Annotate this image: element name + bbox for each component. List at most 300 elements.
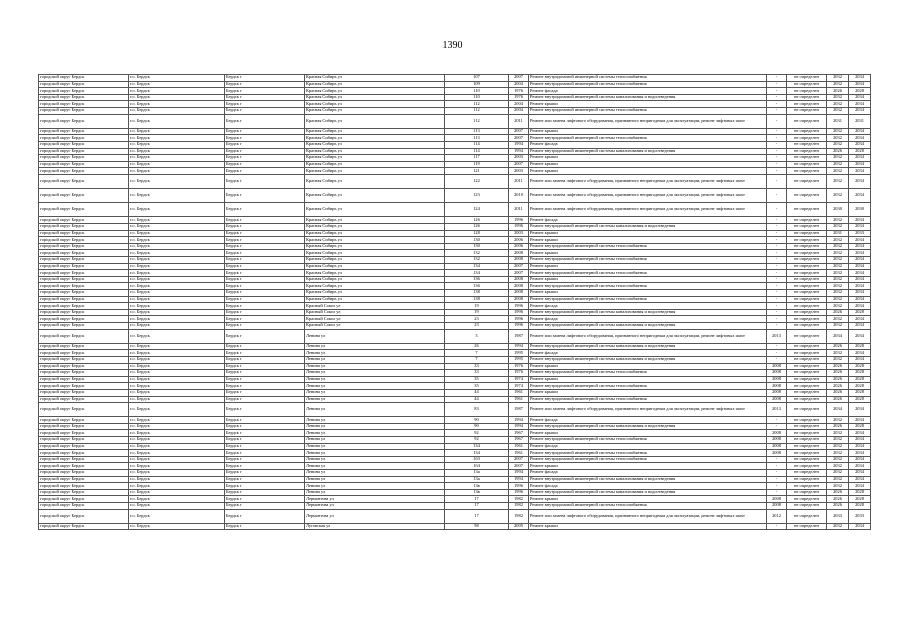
locality-cell: Бердск г [225,107,305,114]
locality-cell: Бердск г [225,430,305,437]
street-cell: Красный Сокол ул [305,322,445,329]
period-start-cell: 2034 [827,403,849,417]
last-repair-year-cell: 2008 [767,430,787,437]
planned-status-cell: не определен [787,350,827,357]
work-type-cell: Ремонт или замена лифтового оборудования, признанного непригодным для эксплуатации, ремонт лифтовых шахт [529,189,767,203]
planned-status-cell: не определен [787,237,827,244]
settlement-cell: г.о. Бердск [129,128,225,135]
house-number-cell: 98 [445,523,509,530]
house-number-cell: 7 [445,356,509,363]
table-row [39,75,871,82]
house-number-cell: 121 [445,168,509,175]
period-start-cell: 2032 [827,450,849,457]
street-cell: Ленина ул [305,463,445,470]
locality-cell: Бердск г [225,114,305,128]
planned-status-cell: не определен [787,509,827,523]
street-cell: Ленина ул [305,489,445,496]
locality-cell: Бердск г [225,523,305,530]
last-repair-year-cell: - [767,523,787,530]
work-type-cell: Ремонт крыши [529,250,767,257]
year-built-cell: 1976 [509,363,529,370]
planned-status-cell: не определен [787,189,827,203]
settlement-cell: г.о. Бердск [129,155,225,162]
locality-cell: Бердск г [225,94,305,101]
house-number-cell: 134 [445,450,509,457]
work-type-cell: Ремонт крыши [529,389,767,396]
year-built-cell: 2004 [509,107,529,114]
table-row [39,161,871,168]
street-cell: Лермонтова ул [305,503,445,510]
planned-status-cell: не определен [787,155,827,162]
last-repair-year-cell: - [767,276,787,283]
work-type-cell: Ремонт фасада [529,88,767,95]
street-cell: Ленина ул [305,470,445,477]
locality-cell: Бердск г [225,257,305,264]
work-type-cell: Ремонт крыши [529,161,767,168]
period-end-cell: 2034 [849,483,871,490]
settlement-cell: г.о. Бердск [129,141,225,148]
municipality-cell: городской округ Бердск [39,203,129,217]
work-type-cell: Ремонт внутридомовой инженерной системы теплоснабжения [529,257,767,264]
street-cell: Ленина ул [305,476,445,483]
house-number-cell: 90 [445,423,509,430]
year-built-cell: 1994 [509,470,529,477]
year-built-cell: 2007 [509,161,529,168]
table-row [39,396,871,403]
period-start-cell: 2026 [827,370,849,377]
settlement-cell: г.о. Бердск [129,81,225,88]
street-cell: Ленина ул [305,383,445,390]
street-cell: Красная Сибирь ул [305,128,445,135]
table-row [39,489,871,496]
planned-status-cell: не определен [787,383,827,390]
settlement-cell: г.о. Бердск [129,290,225,297]
street-cell: Ленина ул [305,356,445,363]
settlement-cell: г.о. Бердск [129,94,225,101]
period-end-cell: 2034 [849,174,871,188]
work-type-cell: Ремонт крыши [529,523,767,530]
table-row [39,456,871,463]
locality-cell: Бердск г [225,276,305,283]
street-cell: Ленина ул [305,389,445,396]
year-built-cell: 1996 [509,489,529,496]
table-row [39,189,871,203]
settlement-cell: г.о. Бердск [129,189,225,203]
period-end-cell: 2034 [849,523,871,530]
locality-cell: Бердск г [225,243,305,250]
house-number-cell: 3 [445,329,509,343]
locality-cell: Бердск г [225,290,305,297]
year-built-cell: 2008 [509,296,529,303]
period-end-cell: 2034 [849,283,871,290]
period-end-cell: 2034 [849,189,871,203]
table-row [39,329,871,343]
last-repair-year-cell: - [767,161,787,168]
period-start-cell: 2026 [827,489,849,496]
house-number-cell: 138 [445,290,509,297]
planned-status-cell: не определен [787,161,827,168]
municipality-cell: городской округ Бердск [39,322,129,329]
period-start-cell: 2032 [827,257,849,264]
street-cell: Красная Сибирь ул [305,101,445,108]
year-built-cell: 1996 [509,309,529,316]
year-built-cell: 2008 [509,250,529,257]
period-end-cell: 2028 [849,370,871,377]
house-number-cell: 7 [445,350,509,357]
period-end-cell: 2034 [849,75,871,82]
municipality-cell: городской округ Бердск [39,243,129,250]
year-built-cell: 2003 [509,230,529,237]
municipality-cell: городской округ Бердск [39,155,129,162]
period-start-cell: 2032 [827,81,849,88]
period-end-cell: 2034 [849,437,871,444]
period-start-cell: 2032 [827,443,849,450]
house-number-cell: 117 [445,155,509,162]
last-repair-year-cell: - [767,316,787,323]
municipality-cell: городской округ Бердск [39,81,129,88]
work-type-cell: Ремонт внутридомовой инженерной системы теплоснабжения [529,135,767,142]
period-end-cell: 2034 [849,456,871,463]
table-row [39,263,871,270]
settlement-cell: г.о. Бердск [129,283,225,290]
house-number-cell: 13в [445,483,509,490]
work-type-cell: Ремонт внутридомовой инженерной системы теплоснабжения [529,283,767,290]
settlement-cell: г.о. Бердск [129,107,225,114]
locality-cell: Бердск г [225,309,305,316]
locality-cell: Бердск г [225,509,305,523]
year-built-cell: 2008 [509,290,529,297]
house-number-cell: 130 [445,243,509,250]
table-row [39,107,871,114]
year-built-cell: 2006 [509,237,529,244]
period-end-cell: 2034 [849,237,871,244]
street-cell: Красная Сибирь ул [305,276,445,283]
planned-status-cell: не определен [787,135,827,142]
table-row [39,370,871,377]
year-built-cell: 2003 [509,155,529,162]
house-number-cell: 17 [445,509,509,523]
house-number-cell: 35 [445,376,509,383]
municipality-cell: городской округ Бердск [39,296,129,303]
locality-cell: Бердск г [225,389,305,396]
period-end-cell: 2034 [849,470,871,477]
house-number-cell: 130 [445,237,509,244]
work-type-cell: Ремонт крыши [529,430,767,437]
house-number-cell: 19 [445,309,509,316]
planned-status-cell: не определен [787,174,827,188]
period-start-cell: 2032 [827,217,849,224]
table-row [39,496,871,503]
locality-cell: Бердск г [225,230,305,237]
year-built-cell: 1961 [509,396,529,403]
municipality-cell: городской округ Бердск [39,270,129,277]
work-type-cell: Ремонт крыши [529,463,767,470]
planned-status-cell: не определен [787,450,827,457]
street-cell: Ленина ул [305,403,445,417]
planned-status-cell: не определен [787,483,827,490]
locality-cell: Бердск г [225,437,305,444]
last-repair-year-cell: - [767,296,787,303]
house-number-cell: 26 [445,343,509,350]
year-built-cell: 2011 [509,174,529,188]
period-start-cell: 2026 [827,396,849,403]
house-number-cell: 134 [445,263,509,270]
house-number-cell: 19 [445,303,509,310]
table-row [39,203,871,217]
work-type-cell: Ремонт или замена лифтового оборудования, признанного непригодным для эксплуатации, ремонт лифтовых шахт [529,329,767,343]
last-repair-year-cell: - [767,303,787,310]
settlement-cell: г.о. Бердск [129,101,225,108]
table-row [39,343,871,350]
period-start-cell: 2032 [827,237,849,244]
settlement-cell: г.о. Бердск [129,174,225,188]
work-type-cell: Ремонт крыши [529,363,767,370]
table-row [39,322,871,329]
last-repair-year-cell: - [767,168,787,175]
municipality-cell: городской округ Бердск [39,250,129,257]
period-end-cell: 2034 [849,101,871,108]
last-repair-year-cell: - [767,423,787,430]
period-start-cell: 2032 [827,168,849,175]
table-row [39,303,871,310]
locality-cell: Бердск г [225,483,305,490]
last-repair-year-cell: - [767,470,787,477]
year-built-cell: 2006 [509,243,529,250]
planned-status-cell: не определен [787,81,827,88]
period-end-cell: 2028 [849,489,871,496]
street-cell: Красная Сибирь ул [305,203,445,217]
work-type-cell: Ремонт внутридомовой инженерной системы теплоснабжения [529,270,767,277]
municipality-cell: городской округ Бердск [39,161,129,168]
settlement-cell: г.о. Бердск [129,88,225,95]
street-cell: Ленина ул [305,450,445,457]
street-cell: Красная Сибирь ул [305,148,445,155]
planned-status-cell: не определен [787,263,827,270]
street-cell: Ленина ул [305,483,445,490]
year-built-cell: 1961 [509,443,529,450]
settlement-cell: г.о. Бердск [129,148,225,155]
work-type-cell: Ремонт фасада [529,303,767,310]
street-cell: Красная Сибирь ул [305,168,445,175]
year-built-cell: 2004 [509,101,529,108]
locality-cell: Бердск г [225,155,305,162]
last-repair-year-cell: 2008 [767,437,787,444]
settlement-cell: г.о. Бердск [129,389,225,396]
municipality-cell: городской округ Бердск [39,75,129,82]
settlement-cell: г.о. Бердск [129,423,225,430]
period-start-cell: 2026 [827,389,849,396]
settlement-cell: г.о. Бердск [129,276,225,283]
last-repair-year-cell: 2008 [767,443,787,450]
street-cell: Красная Сибирь ул [305,263,445,270]
planned-status-cell: не определен [787,496,827,503]
street-cell: Красная Сибирь ул [305,75,445,82]
house-number-cell: 110 [445,94,509,101]
work-type-cell: Ремонт крыши [529,376,767,383]
period-end-cell: 2034 [849,403,871,417]
house-number-cell: 126 [445,217,509,224]
street-cell: Красная Сибирь ул [305,161,445,168]
period-start-cell: 2026 [827,376,849,383]
municipality-cell: городской округ Бердск [39,94,129,101]
street-cell: Ленина ул [305,423,445,430]
street-cell: Красная Сибирь ул [305,189,445,203]
period-end-cell: 2034 [849,290,871,297]
period-end-cell: 2028 [849,343,871,350]
work-type-cell: Ремонт или замена лифтового оборудования, признанного непригодным для эксплуатации, ремонт лифтовых шахт [529,174,767,188]
work-type-cell: Ремонт внутридомовой инженерной системы теплоснабжения [529,75,767,82]
last-repair-year-cell: - [767,155,787,162]
last-repair-year-cell: - [767,75,787,82]
table-row [39,250,871,257]
year-built-cell: 2008 [509,276,529,283]
period-start-cell: 2032 [827,316,849,323]
work-type-cell: Ремонт внутридомовой инженерной системы теплоснабжения [529,81,767,88]
planned-status-cell: не определен [787,148,827,155]
municipality-cell: городской округ Бердск [39,303,129,310]
planned-status-cell: не определен [787,250,827,257]
table-row [39,443,871,450]
locality-cell: Бердск г [225,88,305,95]
house-number-cell: 122 [445,174,509,188]
house-number-cell: 109 [445,81,509,88]
work-type-cell: Ремонт крыши [529,276,767,283]
work-type-cell: Ремонт внутридомовой инженерной системы теплоснабжения [529,296,767,303]
table-row [39,417,871,424]
last-repair-year-cell: - [767,356,787,363]
municipality-cell: городской округ Бердск [39,329,129,343]
period-end-cell: 2034 [849,217,871,224]
period-start-cell: 2032 [827,303,849,310]
last-repair-year-cell: - [767,489,787,496]
last-repair-year-cell: 2008 [767,496,787,503]
table-row [39,383,871,390]
settlement-cell: г.о. Бердск [129,250,225,257]
period-start-cell: 2031 [827,114,849,128]
year-built-cell: 1982 [509,509,529,523]
settlement-cell: г.о. Бердск [129,217,225,224]
period-start-cell: 2032 [827,322,849,329]
period-start-cell: 2032 [827,296,849,303]
period-end-cell: 2028 [849,376,871,383]
planned-status-cell: не определен [787,203,827,217]
street-cell: Красная Сибирь ул [305,270,445,277]
street-cell: Ленина ул [305,329,445,343]
period-start-cell: 2032 [827,350,849,357]
work-type-cell: Ремонт внутридомовой инженерной системы теплоснабжения [529,107,767,114]
period-end-cell: 2028 [849,363,871,370]
house-number-cell: 83 [445,403,509,417]
work-type-cell: Ремонт внутридомовой инженерной системы канализования и водоотведения [529,224,767,231]
street-cell: Красная Сибирь ул [305,243,445,250]
table-row [39,430,871,437]
planned-status-cell: не определен [787,329,827,343]
planned-status-cell: не определен [787,283,827,290]
work-type-cell: Ремонт фасада [529,350,767,357]
municipality-cell: городской округ Бердск [39,263,129,270]
period-end-cell: 2028 [849,396,871,403]
work-type-cell: Ремонт внутридомовой инженерной системы канализования и водоотведения [529,343,767,350]
planned-status-cell: не определен [787,309,827,316]
last-repair-year-cell: - [767,290,787,297]
house-number-cell: 17 [445,496,509,503]
year-built-cell: 1996 [509,316,529,323]
last-repair-year-cell: - [767,270,787,277]
house-number-cell: 110 [445,88,509,95]
settlement-cell: г.о. Бердск [129,168,225,175]
work-type-cell: Ремонт фасада [529,316,767,323]
planned-status-cell: не определен [787,356,827,363]
street-cell: Красная Сибирь ул [305,237,445,244]
settlement-cell: г.о. Бердск [129,523,225,530]
last-repair-year-cell: - [767,217,787,224]
year-built-cell: 1976 [509,370,529,377]
locality-cell: Бердск г [225,128,305,135]
settlement-cell: г.о. Бердск [129,450,225,457]
house-number-cell: 13в [445,489,509,496]
period-start-cell: 2032 [827,270,849,277]
street-cell: Красная Сибирь ул [305,155,445,162]
last-repair-year-cell: - [767,322,787,329]
last-repair-year-cell: - [767,309,787,316]
locality-cell: Бердск г [225,370,305,377]
period-start-cell: 2033 [827,509,849,523]
last-repair-year-cell: - [767,128,787,135]
table-row [39,141,871,148]
municipality-cell: городской округ Бердск [39,283,129,290]
work-type-cell: Ремонт внутридомовой инженерной системы теплоснабжения [529,503,767,510]
house-number-cell: 13а [445,476,509,483]
year-built-cell: 1994 [509,423,529,430]
locality-cell: Бердск г [225,470,305,477]
street-cell: Красная Сибирь ул [305,290,445,297]
planned-status-cell: не определен [787,290,827,297]
municipality-cell: городской округ Бердск [39,389,129,396]
work-type-cell: Ремонт крыши [529,101,767,108]
period-start-cell: 2026 [827,343,849,350]
planned-status-cell: не определен [787,94,827,101]
municipality-cell: городской округ Бердск [39,107,129,114]
period-start-cell: 2032 [827,276,849,283]
work-type-cell: Ремонт внутридомовой инженерной системы канализования и водоотведения [529,309,767,316]
work-type-cell: Ремонт внутридомовой инженерной системы теплоснабжения [529,243,767,250]
street-cell: Луговская ул [305,523,445,530]
street-cell: Ленина ул [305,363,445,370]
municipality-cell: городской округ Бердск [39,463,129,470]
municipality-cell: городской округ Бердск [39,257,129,264]
period-end-cell: 2034 [849,356,871,363]
municipality-cell: городской округ Бердск [39,437,129,444]
locality-cell: Бердск г [225,141,305,148]
last-repair-year-cell: - [767,189,787,203]
planned-status-cell: не определен [787,128,827,135]
year-built-cell: 2008 [509,257,529,264]
last-repair-year-cell: - [767,343,787,350]
last-repair-year-cell: - [767,141,787,148]
last-repair-year-cell: - [767,174,787,188]
house-number-cell: 114 [445,148,509,155]
table-row [39,155,871,162]
table-row [39,217,871,224]
table-row [39,290,871,297]
last-repair-year-cell: 2008 [767,363,787,370]
year-built-cell: 1996 [509,303,529,310]
table-row [39,168,871,175]
table-row [39,101,871,108]
house-number-cell: 44 [445,396,509,403]
locality-cell: Бердск г [225,343,305,350]
period-end-cell: 2034 [849,161,871,168]
